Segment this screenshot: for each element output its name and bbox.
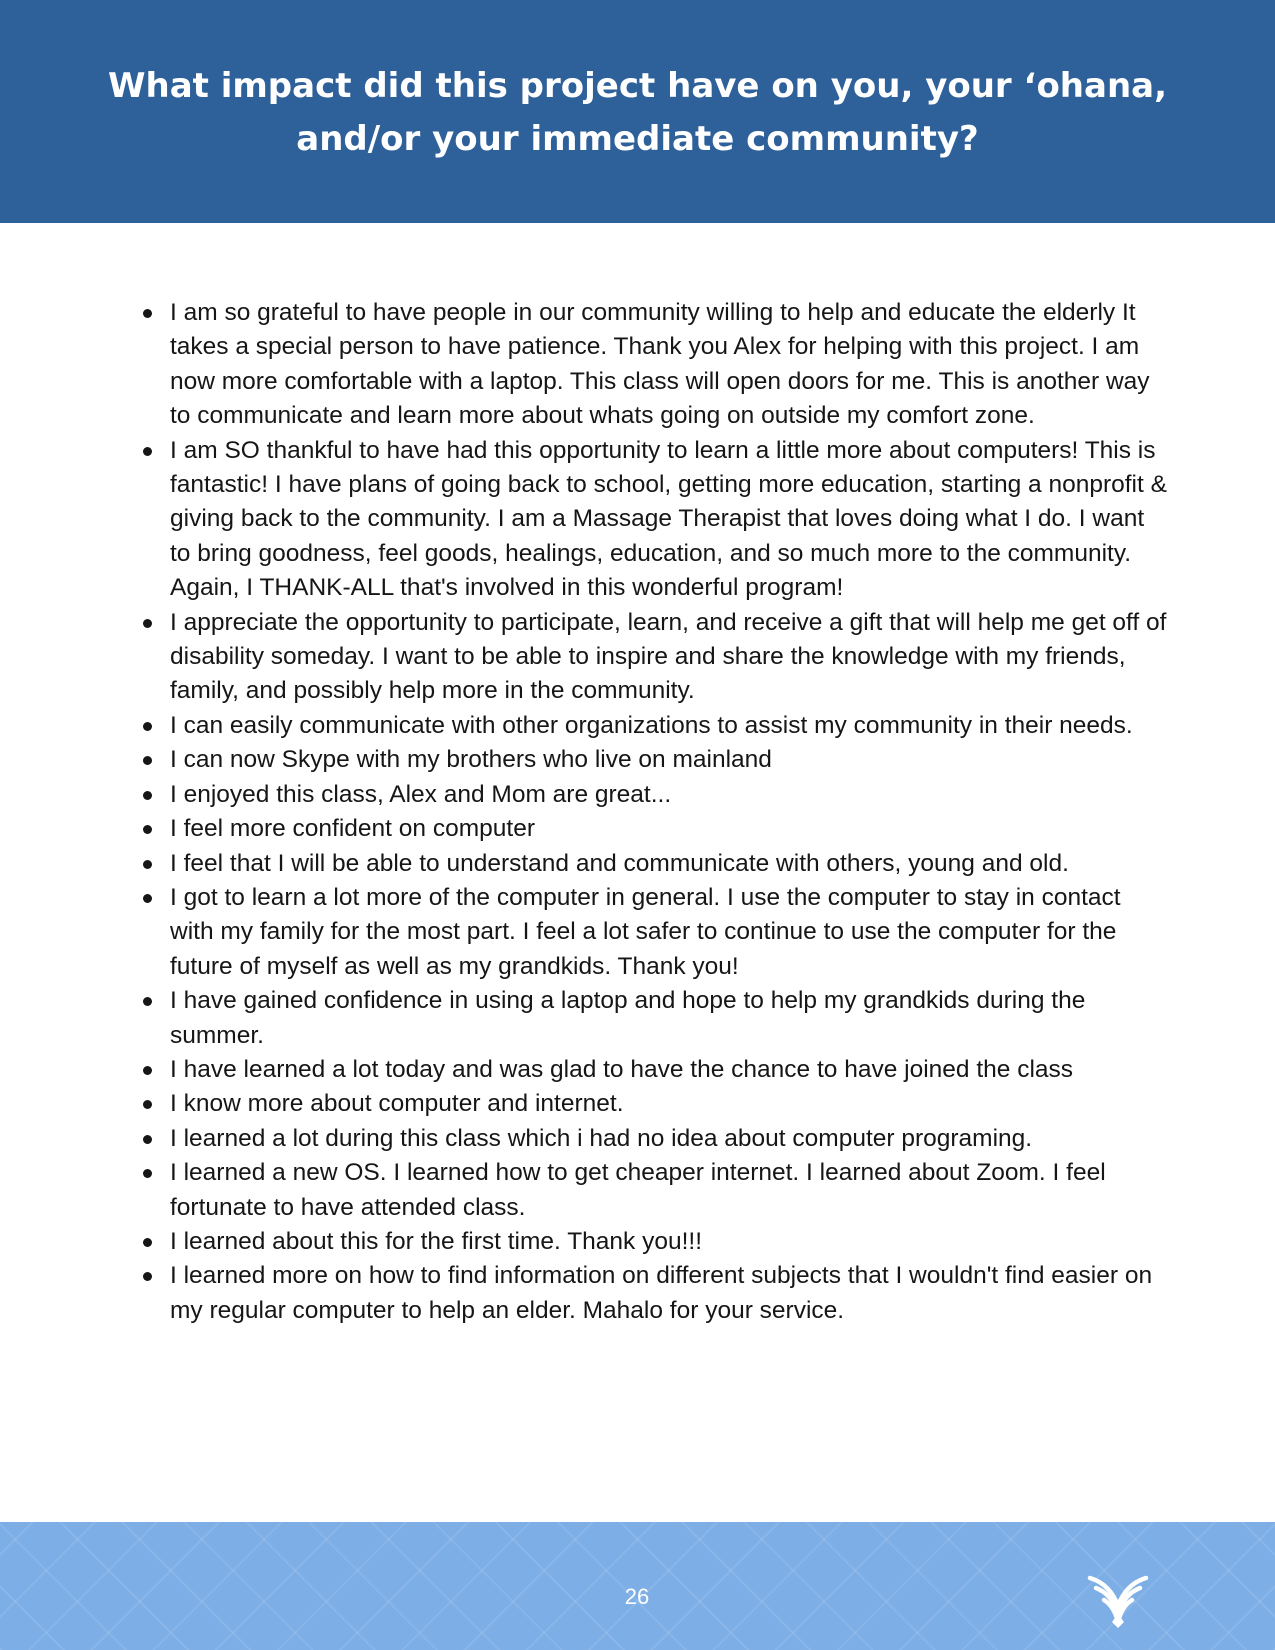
- list-item: [170, 1225, 1170, 1259]
- list-item: [170, 1259, 1170, 1328]
- response-text: I enjoyed this class, Alex and Mom are great...: [170, 780, 672, 808]
- response-text: I have gained confidence in using a laptop and hope to help my grandkids during the summer.: [170, 987, 1086, 1049]
- bullet-icon: [143, 1135, 152, 1144]
- response-text: I can easily communicate with other organizations to assist my community in their needs.: [170, 711, 1133, 739]
- bullet-icon: [143, 756, 152, 765]
- list-item: [170, 881, 1170, 984]
- response-text: I feel more confident on computer: [170, 815, 535, 843]
- organization-logo-icon: [1086, 1572, 1150, 1628]
- response-text: I learned about this for the first time. Thank you!!!: [170, 1227, 703, 1255]
- list-item: [170, 1156, 1170, 1225]
- list-item: [170, 743, 1170, 777]
- bullet-icon: [143, 1272, 152, 1281]
- page-footer: [0, 1522, 1275, 1650]
- response-text: I know more about computer and internet.: [170, 1090, 624, 1118]
- response-text: I have learned a lot today and was glad to have the chance to have joined the class: [170, 1055, 1074, 1083]
- bullet-icon: [143, 1169, 152, 1178]
- bullet-icon: [143, 1100, 152, 1109]
- list-item: [170, 778, 1170, 812]
- list-item: [170, 1087, 1170, 1121]
- response-text: I appreciate the opportunity to participate, learn, and receive a gift that will help me get off of disability someday. I want to be able to inspire and share the knowledge with my friends, family, and possibly help more in the community.: [170, 608, 1167, 705]
- bullet-icon: [143, 447, 152, 456]
- response-text: I learned a new OS. I learned how to get cheaper internet. I learned about Zoom. I feel fortunate to have attended class.: [170, 1159, 1106, 1221]
- responses-section: [0, 296, 1275, 1328]
- response-text: I learned more on how to find information on different subjects that I wouldn't find easier on my regular computer to help an elder. Mahalo for your service.: [170, 1262, 1153, 1324]
- list-item: [170, 709, 1170, 743]
- bullet-icon: [143, 309, 152, 318]
- response-text: I can now Skype with my brothers who live on mainland: [170, 746, 772, 774]
- list-item: [170, 606, 1170, 709]
- page-number: 26: [624, 1584, 650, 1609]
- list-item: [170, 1122, 1170, 1156]
- bullet-icon: [143, 1066, 152, 1075]
- bullet-icon: [143, 997, 152, 1006]
- list-item: [170, 1053, 1170, 1087]
- list-item: [170, 847, 1170, 881]
- response-text: I got to learn a lot more of the computer in general. I use the computer to stay in contact with my family for the most part. I feel a lot safer to continue to use the computer for the future of myself as well as my grandkids. Thank you!: [170, 883, 1121, 980]
- bullet-icon: [143, 894, 152, 903]
- page-header: [0, 0, 1275, 223]
- response-list: [0, 296, 1170, 1328]
- bullet-icon: [143, 722, 152, 731]
- list-item: [170, 812, 1170, 846]
- list-item: [170, 296, 1170, 434]
- list-item: [170, 434, 1170, 606]
- bullet-icon: [143, 791, 152, 800]
- bullet-icon: [143, 825, 152, 834]
- response-text: I am so grateful to have people in our community willing to help and educate the elderly It takes a special person to have patience. Thank you Alex for helping with this project. I am now more comfortable with a laptop. This class will open doors for me. This is another way to communicate and learn more about whats going on outside my comfort zone.: [170, 299, 1150, 430]
- bullet-icon: [143, 619, 152, 628]
- list-item: [170, 984, 1170, 1053]
- bullet-icon: [143, 1238, 152, 1247]
- response-text: I am SO thankful to have had this opportunity to learn a little more about computers! This is fantastic! I have plans of going back to school, getting more education, starting a nonprofit & giving back to the community. I am a Massage Therapist that loves doing what I do. I want to bring goodness, feel goods, healings, education, and so much more to the community. Again, I THANK-ALL that's involved in this wonderful program!: [170, 436, 1167, 602]
- bullet-icon: [143, 860, 152, 869]
- page-title: What impact did this project have on you, your ‘ohana, and/or your immediate community?: [107, 66, 1168, 159]
- response-text: I feel that I will be able to understand and communicate with others, young and old.: [170, 849, 1069, 877]
- response-text: I learned a lot during this class which i had no idea about computer programing.: [170, 1124, 1033, 1152]
